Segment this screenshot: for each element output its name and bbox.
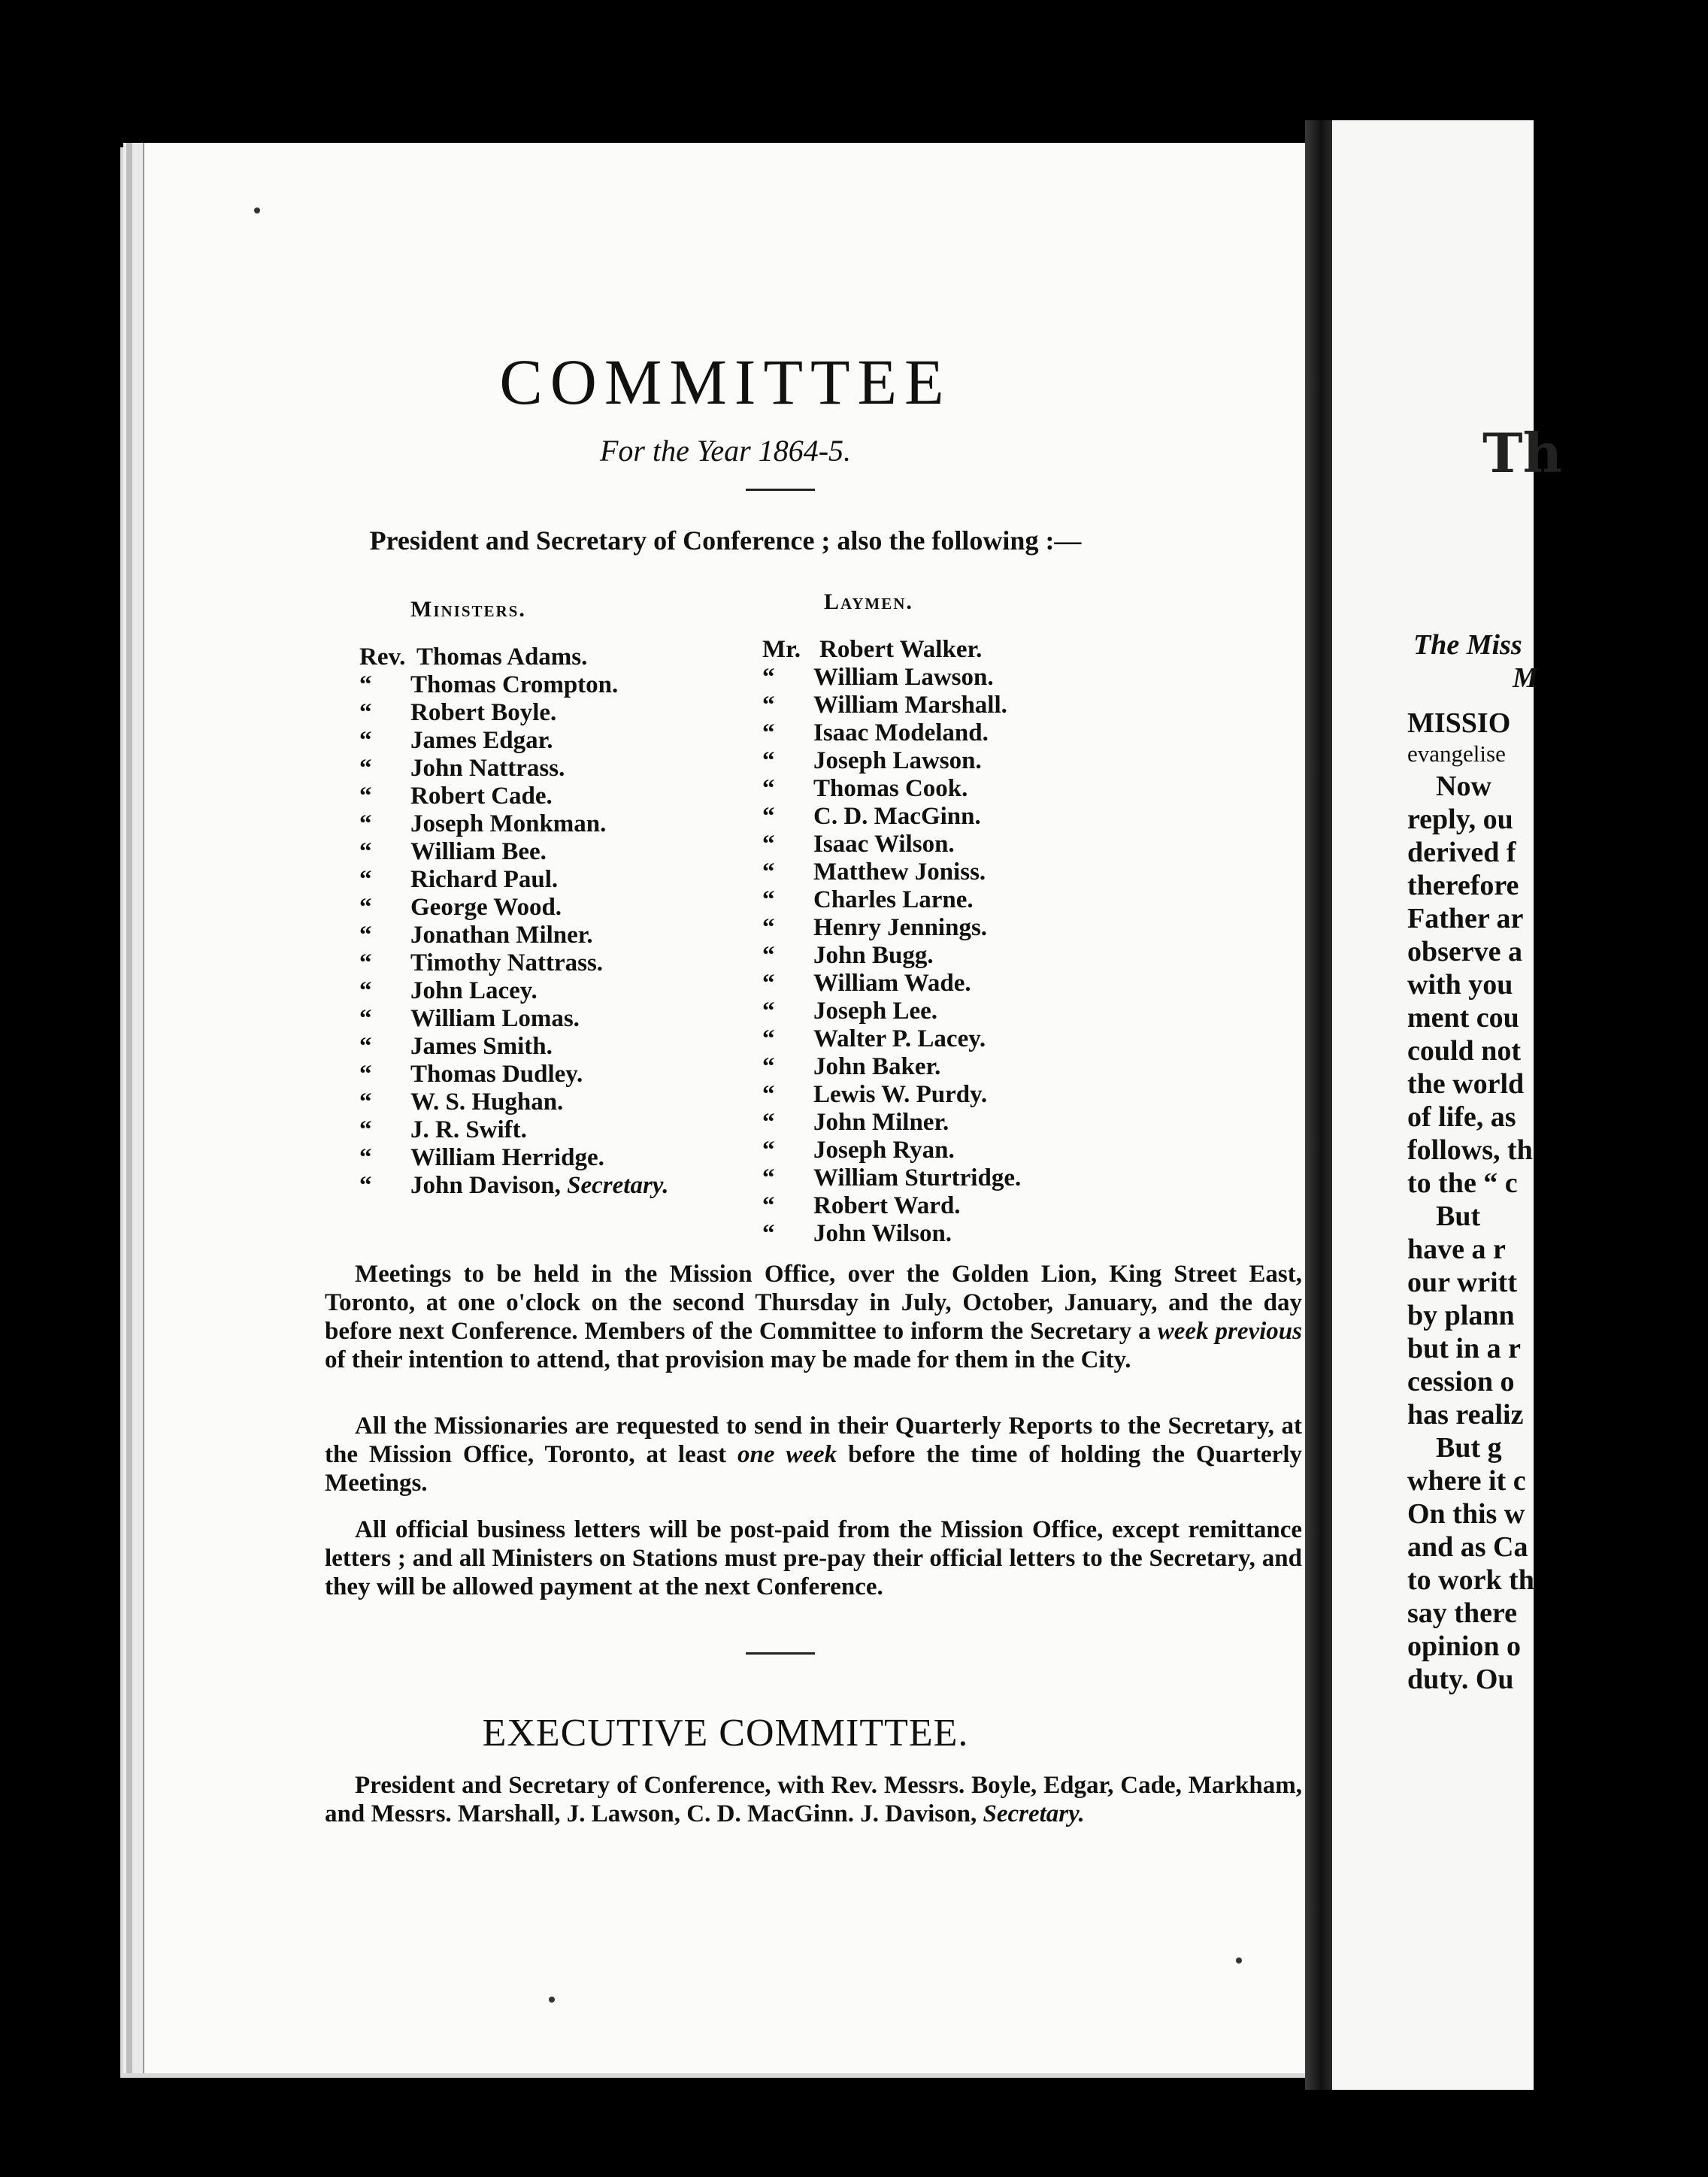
facing-page-line: our writt: [1407, 1267, 1517, 1298]
facing-page-line: cession o: [1407, 1366, 1515, 1397]
ministers-list-prefix: “: [359, 949, 372, 976]
ministers-list-prefix: “: [359, 1033, 372, 1060]
laymen-list-item: [762, 942, 1021, 970]
ministers-list-prefix: “: [359, 838, 372, 865]
facing-page-line: could not: [1407, 1035, 1521, 1067]
laymen-list-item: [762, 775, 1021, 803]
facing-page-line: MISSIO: [1407, 707, 1511, 739]
laymen-list-name: C. D. MacGinn.: [813, 803, 981, 830]
speck: [1236, 1957, 1242, 1964]
facing-page-line: But: [1407, 1201, 1481, 1232]
laymen-list-prefix: “: [762, 1109, 775, 1136]
ministers-list-prefix: “: [359, 783, 372, 810]
ministers-list-name: James Smith.: [410, 1033, 553, 1060]
ministers-list-prefix: “: [359, 894, 372, 921]
laymen-list-item: [762, 1164, 1021, 1192]
ministers-list-prefix: “: [359, 699, 372, 726]
ministers-list-item: [359, 1172, 668, 1200]
ministers-list-prefix: “: [359, 755, 372, 782]
facing-page-line: of life, as: [1407, 1101, 1516, 1133]
laymen-list-prefix: “: [762, 970, 775, 997]
ministers-list-name: Timothy Nattrass.: [410, 949, 604, 976]
ministers-list-prefix: “: [359, 922, 372, 949]
laymen-list-prefix: “: [762, 1164, 775, 1191]
facing-page-line: the world: [1407, 1068, 1525, 1100]
laymen-list-prefix: “: [762, 831, 775, 858]
ministers-list-prefix: Rev.: [359, 643, 406, 671]
laymen-list-name: Joseph Lawson.: [813, 747, 982, 774]
laymen-list-item: [762, 692, 1021, 719]
facing-page-line: and as Ca: [1407, 1531, 1528, 1563]
facing-page-line: where it c: [1407, 1465, 1526, 1497]
laymen-list-name: William Lawson.: [813, 664, 994, 691]
laymen-list-prefix: “: [762, 858, 775, 886]
facing-page-line: reply, ou: [1407, 804, 1513, 835]
laymen-list-name: Lewis W. Purdy.: [813, 1081, 988, 1108]
ministers-list-prefix: “: [359, 727, 372, 754]
ministers-list: [359, 643, 668, 1200]
facing-page-line: to the “ c: [1407, 1167, 1518, 1199]
facing-page-line: to work th: [1407, 1564, 1534, 1596]
executive-committee-text: President and Secretary of Conference, with Rev. Messrs. Boyle, Edgar, Cade, Markham, and Messrs. Marshall, J. Lawson, C. D. MacGinn. J. Davison, Secretary.: [325, 1772, 1302, 1827]
section-rule: [746, 1652, 815, 1655]
ministers-list-name: William Bee.: [410, 838, 547, 865]
facing-page-line: but in a r: [1407, 1333, 1521, 1364]
ministers-list-name: John Davison,: [410, 1172, 561, 1199]
ministers-list-name: Joseph Monkman.: [410, 810, 607, 837]
laymen-list-item: [762, 803, 1021, 831]
facing-page-line: say there: [1407, 1597, 1517, 1629]
ministers-list-item: [359, 727, 668, 755]
facing-page-text: [1407, 707, 1708, 1696]
laymen-list-name: Matthew Joniss.: [813, 858, 986, 886]
facing-page-line: follows, th: [1407, 1134, 1533, 1166]
laymen-list-item: [762, 1109, 1021, 1137]
laymen-list-item: [762, 664, 1021, 692]
laymen-list-prefix: “: [762, 775, 775, 802]
ministers-list-item: [359, 671, 668, 699]
facing-page-line: has realiz: [1407, 1399, 1524, 1431]
laymen-list-item: [762, 1137, 1021, 1164]
facing-page-line: have a r: [1407, 1234, 1506, 1265]
ministers-heading: Ministers.: [410, 597, 526, 622]
ministers-list-prefix: “: [359, 810, 372, 837]
laymen-list-name: Isaac Wilson.: [813, 831, 955, 858]
facing-page: [1332, 120, 1562, 2090]
laymen-list-name: Robert Ward.: [813, 1192, 961, 1219]
facing-page-line: with you: [1407, 969, 1513, 1001]
ministers-list-name: Richard Paul.: [410, 866, 559, 893]
ministers-list-prefix: “: [359, 1005, 372, 1032]
laymen-list-name: Joseph Ryan.: [813, 1137, 955, 1164]
ministers-list-name: Thomas Adams.: [416, 643, 588, 671]
ministers-list-name: Thomas Crompton.: [410, 671, 619, 698]
ministers-list-prefix: “: [359, 866, 372, 893]
ministers-list-item: [359, 699, 668, 727]
laymen-list-item: [762, 636, 1021, 664]
laymen-list-prefix: “: [762, 1053, 775, 1080]
laymen-list-prefix: “: [762, 747, 775, 774]
letters-paragraph: All official business letters will be post-paid from the Mission Office, except remittance letters ; and all Ministers on Stations must pre-pay their official letters to the Secretary, and they will be allowed payment at the next Conference.: [325, 1516, 1302, 1600]
ministers-list-prefix: “: [359, 1061, 372, 1088]
laymen-list-prefix: “: [762, 998, 775, 1025]
laymen-list-prefix: “: [762, 1220, 775, 1247]
speck: [254, 207, 260, 213]
laymen-list-item: [762, 1192, 1021, 1220]
facing-page-line: On this w: [1407, 1498, 1525, 1530]
ministers-list-item: [359, 1061, 668, 1088]
ministers-list-name: William Lomas.: [410, 1005, 580, 1032]
facing-page-line: observe a: [1407, 936, 1523, 967]
laymen-list-name: William Marshall.: [813, 692, 1007, 719]
laymen-list-item: [762, 1220, 1021, 1248]
ministers-list-name: Thomas Dudley.: [410, 1061, 583, 1088]
laymen-list-prefix: “: [762, 1025, 775, 1052]
ministers-list-item: [359, 1005, 668, 1033]
ministers-list-prefix: “: [359, 977, 372, 1004]
ministers-list-item: [359, 838, 668, 866]
laymen-list-prefix: “: [762, 1192, 775, 1219]
laymen-list-name: Isaac Modeland.: [813, 719, 989, 746]
laymen-list-prefix: “: [762, 1137, 775, 1164]
laymen-list-name: Charles Larne.: [813, 886, 974, 913]
laymen-list-item: [762, 747, 1021, 775]
facing-page-line: evangelise: [1407, 740, 1506, 767]
laymen-list-name: John Baker.: [813, 1053, 941, 1080]
laymen-list-name: John Bugg.: [813, 942, 934, 969]
ministers-list-prefix: “: [359, 1116, 372, 1143]
laymen-list-prefix: “: [762, 886, 775, 913]
ministers-list-item: [359, 1144, 668, 1172]
laymen-list-prefix: “: [762, 719, 775, 746]
title-rule: [746, 489, 815, 491]
ministers-list-name: George Wood.: [410, 894, 562, 921]
laymen-list-name: Joseph Lee.: [813, 998, 937, 1025]
ministers-list-prefix: “: [359, 1172, 372, 1199]
ministers-list-name: James Edgar.: [410, 727, 553, 754]
ministers-list-item: [359, 783, 668, 810]
laymen-list-item: [762, 1081, 1021, 1109]
laymen-list-item: [762, 998, 1021, 1025]
ministers-list-item: [359, 1033, 668, 1061]
ministers-list-prefix: “: [359, 671, 372, 698]
laymen-list-item: [762, 914, 1021, 942]
laymen-list-item: [762, 1025, 1021, 1053]
meetings-paragraph: Meetings to be held in the Mission Office, over the Golden Lion, King Street East, Toronto, at one o'clock on the second Thursday in July, October, January, and the day before next Conference. Members of the Committee to inform the Secretary a week previous of their intention to attend, that provision may be made for them in the City.: [325, 1261, 1302, 1373]
ministers-list-item: [359, 977, 668, 1005]
ministers-list-name: J. R. Swift.: [410, 1116, 527, 1143]
ministers-list-item: [359, 894, 668, 922]
facing-page-line: opinion o: [1407, 1630, 1522, 1662]
ministers-list-item: [359, 1116, 668, 1144]
ministers-list-item: [359, 643, 668, 671]
facing-page-line: therefore: [1407, 870, 1519, 901]
laymen-list-name: William Wade.: [813, 970, 971, 997]
facing-page-line: Now: [1407, 771, 1491, 802]
page-title: COMMITTEE: [499, 346, 952, 418]
laymen-list-name: William Sturtridge.: [813, 1164, 1022, 1191]
facing-page-line: But g: [1407, 1432, 1502, 1464]
reports-paragraph: All the Missionaries are requested to send in their Quarterly Reports to the Secretary, at the Mission Office, Toronto, at least one week before the time of holding the Quarterly Meetings.: [325, 1412, 1302, 1497]
laymen-list: [762, 636, 1021, 1248]
ministers-list-item: [359, 755, 668, 783]
ministers-list-item: [359, 810, 668, 838]
facing-page-subtitle-2: M: [1513, 662, 1538, 694]
laymen-list-prefix: “: [762, 803, 775, 830]
laymen-list-item: [762, 1053, 1021, 1081]
laymen-list-prefix: “: [762, 664, 775, 691]
ministers-list-item: [359, 949, 668, 977]
ministers-list-item: [359, 866, 668, 894]
laymen-list-prefix: “: [762, 914, 775, 941]
intro-line: President and Secretary of Conference ; also the following :—: [369, 525, 1082, 556]
laymen-list-item: [762, 886, 1021, 914]
laymen-list-name: Thomas Cook.: [813, 775, 968, 802]
facing-page-line: derived f: [1407, 837, 1516, 868]
facing-page-subtitle: The Miss: [1413, 629, 1522, 661]
laymen-heading: Laymen.: [824, 589, 913, 614]
ministers-list-name: John Nattrass.: [410, 755, 565, 782]
laymen-list-name: John Wilson.: [813, 1220, 952, 1247]
facing-page-header: Th: [1482, 421, 1562, 485]
laymen-list-name: Robert Walker.: [819, 636, 983, 663]
laymen-list-prefix: Mr.: [762, 636, 801, 663]
book-gutter: [1305, 120, 1332, 2090]
laymen-list-name: Walter P. Lacey.: [813, 1025, 986, 1052]
ministers-list-prefix: “: [359, 1088, 372, 1116]
ministers-list-name: John Lacey.: [410, 977, 538, 1004]
laymen-list-item: [762, 858, 1021, 886]
ministers-list-name: Robert Cade.: [410, 783, 553, 810]
laymen-list-item: [762, 719, 1021, 747]
ministers-list-name: Robert Boyle.: [410, 699, 557, 726]
facing-page-line: duty. Ou: [1407, 1664, 1514, 1695]
speck: [549, 1997, 555, 2003]
laymen-list-item: [762, 970, 1021, 998]
facing-page-line: Father ar: [1407, 903, 1524, 934]
laymen-list-prefix: “: [762, 942, 775, 969]
executive-committee-title: EXECUTIVE COMMITTEE.: [482, 1712, 969, 1755]
ministers-list-name: William Herridge.: [410, 1144, 604, 1171]
ministers-list-name: Jonathan Milner.: [410, 922, 593, 949]
ministers-list-name: W. S. Hughan.: [410, 1088, 564, 1116]
ministers-list-item: [359, 922, 668, 949]
ministers-list-item: [359, 1088, 668, 1116]
ministers-list-role: Secretary.: [567, 1172, 669, 1199]
laymen-list-name: Henry Jennings.: [813, 914, 988, 941]
facing-page-line: ment cou: [1407, 1002, 1519, 1034]
laymen-list-prefix: “: [762, 692, 775, 719]
laymen-list-prefix: “: [762, 1081, 775, 1108]
ministers-list-prefix: “: [359, 1144, 372, 1171]
laymen-list-item: [762, 831, 1021, 858]
facing-page-line: by plann: [1407, 1300, 1515, 1331]
left-page: [143, 143, 1307, 2073]
laymen-list-name: John Milner.: [813, 1109, 949, 1136]
page-subtitle: For the Year 1864-5.: [599, 434, 852, 468]
